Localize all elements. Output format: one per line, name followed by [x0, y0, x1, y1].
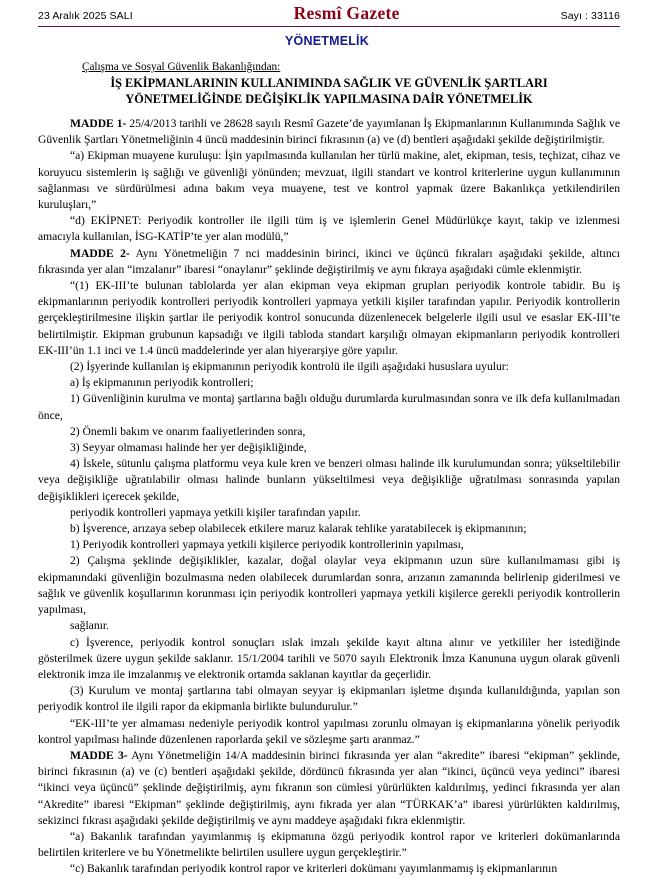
article-label: MADDE 3- — [70, 748, 128, 762]
paragraph-madde-2-f2-b1 — [38, 537, 620, 553]
paragraph-text: a) İş ekipmanının periyodik kontrolleri; — [70, 376, 254, 390]
paragraph-text: 1) Periyodik kontrolleri yapmaya yetkili kişilerce periyodik kontrollerinin yapılması, — [70, 538, 464, 552]
document-title — [44, 76, 614, 107]
masthead-date: 23 Aralık 2025 SALI — [38, 10, 133, 22]
masthead-issue-number: Sayı : 33116 — [560, 10, 620, 22]
paragraph-madde-2-f2-c — [38, 635, 620, 684]
paragraph-text: sağlanır. — [70, 619, 109, 633]
paragraph-madde-1-a — [38, 148, 620, 213]
paragraph-text: Aynı Yönetmeliğin 7 nci maddesinin birinci, ikinci ve üçüncü fıkraları aşağıdaki şekilde, altıncı fıkrasında yer alan “imzalanır” ibaresi “onaylanır” şeklinde değiştirilmiş ve aynı fıkraya aşağıdaki cümle eklenmiştir. — [38, 246, 620, 276]
masthead — [0, 0, 654, 25]
paragraph-text: periyodik kontrolleri yapmaya yetkili kişiler tarafından yapılır. — [70, 505, 361, 519]
paragraph-madde-2-f2-a-son — [38, 505, 620, 521]
section-heading: YÖNETMELİK — [285, 34, 369, 48]
paragraph-container — [38, 116, 620, 878]
paragraph-text: (2) İşyerinde kullanılan iş ekipmanının periyodik kontrolü ile ilgili aşağıdaki hususlara uyulur: — [70, 360, 509, 374]
paragraph-text: “EK-III’te yer almaması nedeniyle periyodik kontrol yapılması zorunlu olmayan iş ekipmanlarına yönelik periyodik kontrol yapılması halinde düzenlenen raporlarda şekil ve sözleşme şartı aranmaz.” — [38, 716, 620, 746]
paragraph-madde-2-f2-b-son — [38, 618, 620, 634]
issuing-authority: Çalışma ve Sosyal Güvenlik Bakanlığından: — [82, 61, 281, 73]
masthead-divider — [38, 26, 620, 27]
article-label: MADDE 2- — [70, 246, 130, 260]
paragraph-madde-3-c — [38, 861, 620, 877]
paragraph-text: 25/4/2013 tarihli ve 28628 sayılı Resmî Gazete’de yayımlanan İş Ekipmanlarının Kullanımında Sağlık ve Güvenlik Şartları Yönetmeliğinin 4 üncü maddesinin birinci fıkrasının (a) ve (d) bentleri aşağıdaki şekilde değiştirilmiştir. — [38, 117, 620, 147]
paragraph-text: “c) Bakanlık tarafından periyodik kontrol rapor ve kriterleri dokümanı yayımlanmamış iş ekipmanlarının — [70, 862, 558, 876]
paragraph-text: 3) Seyyar olmaması halinde her yer değişikliğinde, — [70, 441, 307, 455]
paragraph-text: 4) İskele, sütunlu çalışma platformu veya kule kren ve benzeri olması halinde ilk kurulumundan sonra; yükseltilebilir veya değişikliğe uğratılabilir olması halinde bunların yükseltilmesi veya değişikliğe uğratılması sonrasında yapılan değişiklikleri içerecek şekilde, — [38, 457, 620, 503]
paragraph-text: 2) Çalışma şeklinde değişiklikler, kazalar, doğal olaylar veya ekipmanın uzun süre kullanılmaması gibi iş ekipmanındaki güvenliğin bozulmasına neden olabilecek durumlardan sonra, arızanın zamanında belirlenip giderilmesi ve sağlık ve güvenlik koşullarının korunması için periyodik kontrolleri yapmaya yetkili kişilerce gerekli periyodik kontrollerin yapılması, — [38, 554, 620, 617]
paragraph-madde-1-d — [38, 213, 620, 245]
article-label: MADDE 1- — [70, 117, 127, 130]
paragraph-madde-2-f2-a2 — [38, 424, 620, 440]
paragraph-text: “a) Bakanlık tarafından yayımlanmış iş ekipmanına özgü periyodik kontrol rapor ve kriterleri dokümanlarında belirtilen kriterlere ve bu Yönetmelikte belirtilen usullere uygun gerçekleştirir.” — [38, 829, 620, 860]
paragraph-text: b) İşverence, arızaya sebep olabilecek etkilere maruz kalarak tehlike yaratabilecek iş ekipmanının; — [70, 522, 527, 536]
document-title-line-1: İŞ EKİPMANLARININ KULLANIMINDA SAĞLIK VE GÜVENLİK ŞARTLARI — [110, 76, 548, 90]
paragraph-madde-2-f2-a3 — [38, 440, 620, 456]
paragraph-madde-3 — [38, 748, 620, 829]
paragraph-text: “(1) EK-III’te bulunan tablolarda yer alan ekipman veya ekipman grupları periyodik kontrole tabidir. Bu iş ekipmanlarının periyodik kontrolleri periyodik kontrolleri yapmaya yetkili kişiler tarafından yapılır. Periyodik kontrollerin gerçekleştirilmesine ilişkin şartlar ile periyodik kontrol sonucunda düzenlenecek belgelerle ilgili usul ve esaslar EK-III’te belirtilmiştir. Ekipman grubunun kapsadığı ve ilgili tabloda standart karşılığı olmayan ekipmanların periyodik kontrolleri EK-III’ün 1.1 inci ve 1.4 üncü maddelerinde yer alan hiyerarşiye göre yapılır. — [38, 279, 620, 357]
paragraph-madde-1 — [38, 116, 620, 148]
document-body — [0, 61, 654, 878]
paragraph-text: 2) Önemli bakım ve onarım faaliyetlerinden sonra, — [70, 424, 306, 438]
masthead-title: Resmî Gazete — [293, 3, 400, 23]
paragraph-madde-2-f1 — [38, 278, 620, 359]
paragraph-madde-3-a — [38, 829, 620, 861]
paragraph-madde-2-f2-a1 — [38, 391, 620, 423]
paragraph-madde-2-f3 — [38, 683, 620, 715]
paragraph-text: c) İşverence, periyodik kontrol sonuçları ıslak imzalı şekilde kayıt altına alınır ve yetkililer her istediğinde gösterilmek üzere uygun şekilde saklanır. 15/1/2004 tarihli ve 5070 sayılı Elektronik İmza Kanununa uygun olarak güvenli elektronik imza ile imzalanmış ve elektronik ortamda saklanan kayıtlar da geçerlidir. — [38, 635, 620, 681]
paragraph-madde-2-f2 — [38, 359, 620, 375]
paragraph-madde-2-f2-b2 — [38, 553, 620, 618]
paragraph-madde-2-f2-a — [38, 375, 620, 391]
document-title-line-2: YÖNETMELİĞİNDE DEĞİŞİKLİK YAPILMASINA DAİR YÖNETMELİK — [125, 91, 533, 106]
paragraph-text: 1) Güvenliğinin kurulma ve montaj şartlarına bağlı olduğu durumlarda kurulmasından sonra ve ilk defa kullanılmadan önce, — [38, 392, 620, 422]
paragraph-text: “a) Ekipman muayene kuruluşu: İşin yapılmasında kullanılan her türlü makine, alet, ekipman, tesis, teçhizat, cihaz ve koruyucu sistemlerin iş sağlığı ve güvenliği yönünden; mevzuat, ilgili standart ve kontrol kriterlerine uygun kullanımının sağlanması ve sürdürülmesi adına bakım veya muayene, test ve kontrol yapmak üzere Bakanlıkça yetkilendirilen kuruluşları,” — [38, 149, 620, 212]
paragraph-madde-2-f2-a4 — [38, 456, 620, 505]
paragraph-madde-2-ek — [38, 716, 620, 748]
paragraph-madde-2-f2-b — [38, 521, 620, 537]
paragraph-text: (3) Kurulum ve montaj şartlarına tabi olmayan seyyar iş ekipmanları işletme dışında kullanıldığında, yapılan son periyodik kontrol ile ilgili rapor da ekipmanla birlikte bulundurulur.” — [38, 684, 620, 714]
paragraph-madde-2 — [38, 246, 620, 278]
paragraph-text: Aynı Yönetmeliğin 14/A maddesinin birinci fıkrasında yer alan “akredite” ibaresi “ekipman” şeklinde, birinci fıkrasının (a) ve (c) bentleri aşağıdaki şekilde, dördüncü fıkrasında yer alan “ikinci, üçüncü veya yedinci” ibaresi “ikinci veya üçüncü” şeklinde değiştirilmiş, aynı fıkranın son cümlesi yürürlükten kaldırılmış, yedinci fıkrasında yer alan “Akredite” ibaresi “Ekipman” şeklinde değiştirilmiş, aynı fıkrada yer alan “TÜRKAK’a” ibaresi yürürlükten kaldırılmış, sekizinci fıkrası aşağıdaki şekilde değiştirilmiş ve aynı maddeye aşağıdaki fıkra eklenmiştir. — [38, 748, 620, 827]
paragraph-text: “d) EKİPNET: Periyodik kontroller ile ilgili tüm iş ve işlemlerin Genel Müdürlükçe kayıt, takip ve izlenmesi amacıyla kullanılan, İSG-KATİP’te yer alan modülü,” — [38, 214, 620, 244]
